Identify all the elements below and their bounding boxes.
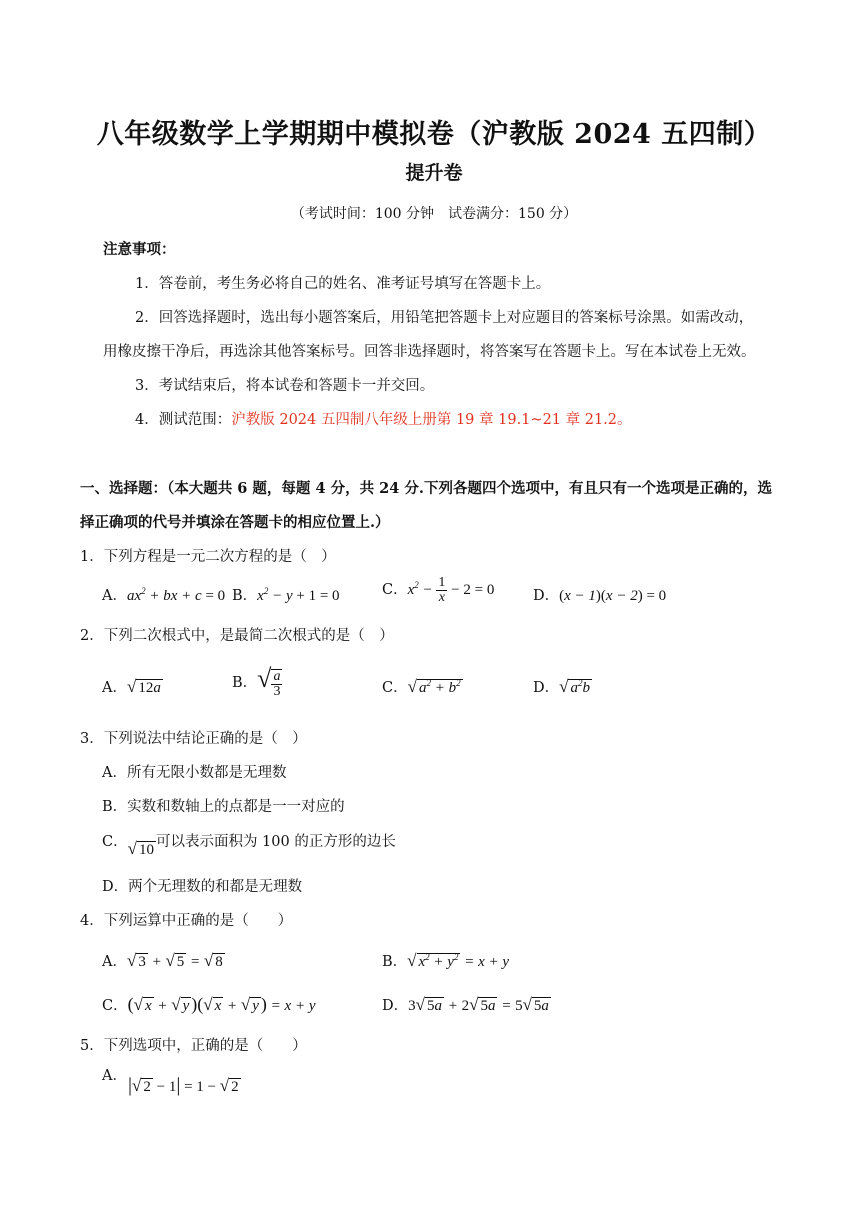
question-3-option-a: A．所有无限小数都是无理数 xyxy=(102,765,287,781)
notice-item-4 xyxy=(135,408,632,429)
option-label: D． xyxy=(533,680,560,696)
question-1-option-c xyxy=(382,576,494,605)
notice-item-2-line-1: 2．回答选择题时，选出每小题答案后，用铅笔把答题卡上对应题目的答案标号涂黑。如需改动， xyxy=(135,310,754,326)
formula: √ $x^2 + y^2 = x + y$ xyxy=(407,951,510,970)
option-label: C． xyxy=(382,581,408,598)
formula: (x − 1)(x − 2) = 0 xyxy=(559,588,667,604)
notice-heading: 注意事项： xyxy=(103,241,176,258)
section-heading-line-2: 择正确项的代号并填涂在答题卡的相应位置上.） xyxy=(80,514,390,531)
question-2-option-d xyxy=(533,676,592,697)
question-4-option-a xyxy=(102,950,225,971)
notice-item-4-prefix: 4．测试范围： xyxy=(135,412,232,428)
question-4-option-d xyxy=(382,994,551,1015)
formula: (√ x + √ y )(√ x + √ y ) = x + y xyxy=(127,994,316,1014)
option-label: A． xyxy=(102,680,127,696)
question-2-option-b xyxy=(232,664,282,699)
option-label: C． xyxy=(102,834,128,850)
page-title: 八年级数学上学期期中模拟卷（沪教版 2024 五四制） xyxy=(96,119,772,150)
question-2-stem: 2．下列二次根式中，是最简二次根式的是（ ） xyxy=(80,628,394,644)
option-label: D． xyxy=(382,998,409,1014)
formula: √ 10 xyxy=(127,839,154,858)
question-4-option-b xyxy=(382,950,509,971)
formula: √ $\frac{a}{3}$ xyxy=(257,664,281,699)
option-label: B． xyxy=(232,675,258,691)
option-label: B． xyxy=(232,588,258,604)
option-text: 可以表示面积为 100 的正方形的边长 xyxy=(155,834,396,850)
exam-meta: （考试时间：100 分钟 试卷满分：150 分） xyxy=(290,206,578,222)
section-heading-line-1: 一、选择题：（本大题共 6 题，每题 4 分，共 24 分.下列各题四个选项中，有且只有一个选项是正确的，选 xyxy=(80,480,772,497)
option-label: D． xyxy=(533,588,560,604)
question-1-option-b xyxy=(232,584,340,605)
question-3-option-c xyxy=(102,830,396,858)
notice-item-3: 3．考试结束后，将本试卷和答题卡一并交回。 xyxy=(135,378,435,394)
formula: $x^2$ − $\frac{1}{x}$ − 2 = 0 xyxy=(407,575,495,605)
option-label: C． xyxy=(102,998,128,1014)
question-5-stem: 5．下列选项中，正确的是（ ） xyxy=(80,1038,307,1054)
question-3-option-b: B．实数和数轴上的点都是一一对应的 xyxy=(102,799,345,815)
page-subtitle: 提升卷 xyxy=(405,162,463,184)
question-2-option-a xyxy=(102,676,163,697)
formula: 3√ 5a + 2√ 5a = 5√ 5a xyxy=(408,995,549,1014)
question-1-option-a xyxy=(102,584,225,605)
formula: √ $a^2 + b^2$ xyxy=(407,677,461,696)
formula: $ax^2$ + bx + c = 0 xyxy=(126,586,226,604)
option-label: B． xyxy=(382,954,408,970)
formula: √ $a^2b$ xyxy=(559,677,590,696)
option-label: A． xyxy=(102,588,127,604)
question-2-option-c xyxy=(382,676,463,697)
test-range: 沪教版 2024 五四制八年级上册第 19 章 19.1~21 章 21.2。 xyxy=(231,412,632,428)
formula: √ 3 + √ 5 = √ 8 xyxy=(126,951,223,970)
question-1-stem: 1．下列方程是一元二次方程的是（ ） xyxy=(80,549,336,565)
question-3-option-d: D．两个无理数的和都是无理数 xyxy=(102,879,303,895)
formula: |√ 2 − 1| = 1 − √ 2 xyxy=(128,1074,239,1096)
question-5-option-a xyxy=(128,1074,241,1097)
notice-item-1: 1．答卷前，考生务必将自己的姓名、准考证号填写在答题卡上。 xyxy=(135,276,551,292)
option-label: A． xyxy=(102,954,127,970)
option-label: C． xyxy=(382,680,408,696)
notice-item-2-line-2: 用橡皮擦干净后，再选涂其他答案标号。回答非选择题时，将答案写在答题卡上。写在本试卷上无效。 xyxy=(103,344,756,360)
formula: √ 12a xyxy=(126,677,161,696)
question-4-option-c xyxy=(102,994,315,1015)
question-4-stem: 4．下列运算中正确的是（ ） xyxy=(80,913,293,929)
question-1-option-d xyxy=(533,584,666,605)
question-5-option-a-label: A． xyxy=(102,1068,127,1084)
formula: $x^2 - y + 1 = 0$ xyxy=(257,586,340,604)
question-3-stem: 3．下列说法中结论正确的是（ ） xyxy=(80,731,307,747)
